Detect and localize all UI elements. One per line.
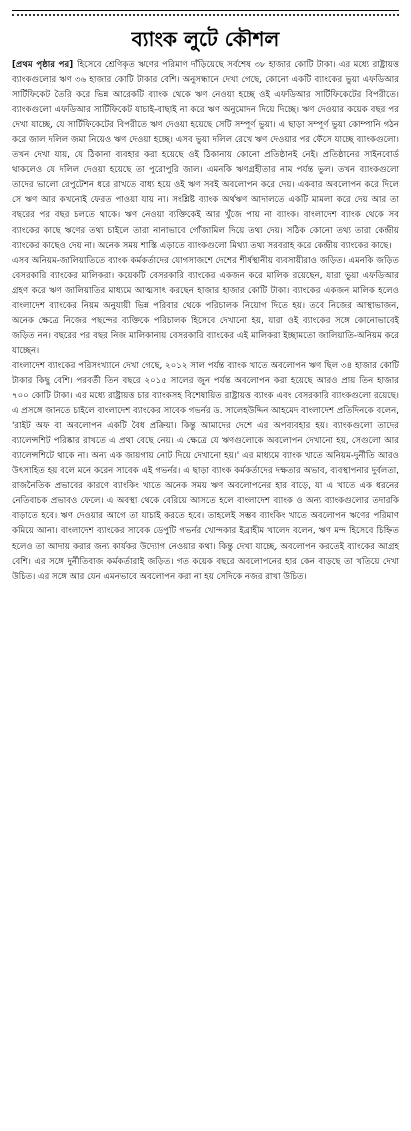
- paragraph-1: [12, 58, 399, 254]
- article-body: [12, 58, 399, 585]
- paragraph-2: এসব অনিয়ম-জালিয়াতিতে ব্যাংক কর্মকর্তাদের যোগসাজশে দেশের শীর্ষস্থানীয় ব্যবসায়ীরাও জড়িত। এমনকি জড়িত বেসরকারি ব্যাংকের মালিকরা। কয়েকটি বেসরকারি ব্যাংকের একজন করে মালিক রয়েছেন, যারা ভুয়া এফডিআর গ্রহণ করে ঋণ জালিয়াতির মাধ্যমে আত্মসাৎ করছেন হাজার হাজার কোটি টাকা। ব্যাংকের একজন মালিক হলেও বাংলাদেশ ব্যাংকের নিয়ম অনুযায়ী ভিন্ন পরিবার থেকে পরিচালক নিয়োগ দিতে হয়। তবে নিজের আস্থাভাজন, অনেক ক্ষেত্রে নিজের পছন্দের ব্যক্তিকে পরিচালক হিসেবে দেখানো হয়, যারা ওই ব্যাংকের সঙ্গে কোনোভাবেই জড়িত নন। বছরের পর বছর নিজ মালিকানায় বেসরকারি ব্যাংকের এই মালিকরা ইচ্ছামতো জালিয়াতি-অনিয়ম করে যাচ্ছেন।: [12, 255, 399, 356]
- headline: ব্যাংক লুটে কৌশল: [131, 27, 280, 51]
- continued-marker: [প্রথম পৃষ্ঠার পর]: [12, 60, 74, 70]
- paragraph-3: বাংলাদেশ ব্যাংকের পরিসংখ্যানে দেখা গেছে, ২০১২ সাল পর্যন্ত ব্যাংক খাতে অবলোপন ঋণ ছিল ৩৪ হাজার কোটি টাকার কিছু বেশি। পরবর্তী তিন বছরে ২০১৫ সালের জুন পর্যন্ত অবলোপন করা হয়েছে আরও প্রায় তিন হাজার ৭০০ কোটি টাকা। এর মধ্যে রাষ্ট্রায়ত্ত চার ব্যাংকসহ বিশেষায়িত রাষ্ট্রায়ত্ত ব্যাংক এবং বেসরকারি ব্যাংকগুলো রয়েছে। এ প্রসঙ্গে জানতে চাইলে বাংলাদেশ ব্যাংকের সাবেক গভর্নর ড. সালেহউদ্দিন আহমেদ বাংলাদেশ প্রতিদিনকে বলেন, 'রাইট অফ বা অবলোপন একটি বৈধ প্রক্রিয়া। কিন্তু আমাদের দেশে এর অপব্যবহার হয়। ব্যাংকগুলো তাদের ব্যালেন্সশিট পরিষ্কার রাখতে এ প্রথা বেছে নেয়। এ ক্ষেত্রে যে ঋণগুলোকে অবলোপন দেখানো হয়, সেগুলো আর ব্যালেন্সশিটে থাকে না। অন্য এক জায়গায় নোট দিয়ে দেখানো হয়।' এর মাধ্যমে ব্যাংক খাতে অনিয়ম-দুর্নীতি আরও উৎসাহিত হয় বলে মনে করেন সাবেক এই গভর্নর। এ ছাড়া ব্যাংক কর্মকর্তাদের দক্ষতার অভাব, ব্যবস্থাপনার দুর্বলতা, রাজনৈতিক প্রভাবের কারণে ব্যাংকিং খাতে অনেক সময় ঋণ অবলোপনের হার বাড়ে, যা এ খাতে এক ধরনের নেতিবাচক প্রভাবও ফেলে। এ অবস্থা থেকে বেরিয়ে আসতে হলে বাংলাদেশ ব্যাংক ও অন্য ব্যাংকগুলোর তদারকি বাড়াতে হবে। ঋণ দেওয়ার আগে তা যাচাই করতে হবে। তাহলেই সম্ভব ব্যাংকিং খাতে অবলোপন ঋণের পরিমাণ কমিয়ে আনা। বাংলাদেশ ব্যাংকের সাবেক ডেপুটি গভর্নর খোন্দকার ইব্রাহীম খালেদ বলেন, ঋণ মন্দ হিসেবে চিহ্নিত হলেও তা আদায় করার জন্য কার্যকর উদ্যোগ নেওয়ার কথা। কিন্তু দেখা যাচ্ছে, অবলোপন করতেই ব্যাংকের আগ্রহ বেশি। এর সঙ্গে দুর্নীতিবাজ কর্মকর্তারাই জড়িত। গত কয়েক বছরে অবলোপনের হার কেন বাড়ছে তা খতিয়ে দেখা উচিত। এর সঙ্গে আর যেন এমনভাবে অবলোপন করা না হয় সেদিকে নজর রাখা উচিত।: [12, 360, 399, 582]
- top-rule: [12, 10, 399, 11]
- paragraph-text: হিসেবে শ্রেণিকৃত ঋণের পরিমাণ দাঁড়িয়েছে সর্বশেষ ৩৮ হাজার কোটি টাকা। এর মধ্যে রাষ্ট্রায়ত্ত ব্যাংকগুলোর ঋণ ৩৬ হাজার কোটি টাকার বেশি। অনুসন্ধানে দেখা গেছে, কোনো একটি ব্যাংকের ভুয়া এফডিআর সার্টিফিকেট তৈরি করে ভিন্ন আরেকটি ব্যাংক থেকে ঋণ নেওয়া হচ্ছে ওই এফডিআর সার্টিফিকেটের বিপরীতে। ব্যাংকগুলো এফডিআর সার্টিফিকেট যাচাই-বাছাই না করে ঋণ অনুমোদন দিয়ে দিচ্ছে। ঋণ দেওয়ার কয়েক বছর পর দেখা যাচ্ছে, যে সার্টিফিকেটের বিপরীতে ঋণ দেওয়া হয়েছে সেটি সম্পূর্ণ ভুয়া। এ ছাড়া সম্পূর্ণ ভুয়া কোম্পানি গঠন করে জাল দলিল জমা নিয়েও ঋণ দেওয়া হচ্ছে। এসব ভুয়া দলিল রেখে ঋণ দেওয়ার পর ফেঁসে যাচ্ছে ব্যাংকগুলো। তখন দেখা যায়, যে ঠিকানা ব্যবহার করা হয়েছে ওই ঠিকানায় কোনো প্রতিষ্ঠানই নেই। প্রতিষ্ঠানের সাইনবোর্ড থাকলেও যে দলিল দেওয়া হয়েছে তা পুরোপুরি জাল। এমনকি ঋণগ্রহীতার নাম পর্যন্ত ভুল। তখন ব্যাংকগুলো তাদের ভালো রেপুটেশন ধরে রাখতে বাধ্য হয়ে ওই ঋণ সবই অবলোপন করে দেয়। একবার অবলোপন করে দিলে সে ঋণ আর কখনোই ফেরত পাওয়া যায় না। সংশ্লিষ্ট ব্যাংক অর্থঋণ আদালতে একটি মামলা করে দেয় আর তা বছরের পর বছর চলতে থাকে। ঋণ নেওয়া ব্যক্তিকেই আর খুঁজে পায় না ব্যাংক। বাংলাদেশ ব্যাংক থেকে সব ব্যাংকের কাছে ঋণের তথ্য চাইলে তারা নানাভাবে গোঁজামিল দিয়ে তথ্য দেয়। সঠিক কোনো তথ্য তারা কেন্দ্রীয় ব্যাংকের কাছেও দেয় না। অনেক সময় শাস্তি এড়াতে ব্যাংকগুলো মিথ্যা তথ্য সরবরাহ করে কেন্দ্রীয় ব্যাংকের কাছে।: [12, 60, 399, 251]
- dotted-divider: [12, 14, 399, 16]
